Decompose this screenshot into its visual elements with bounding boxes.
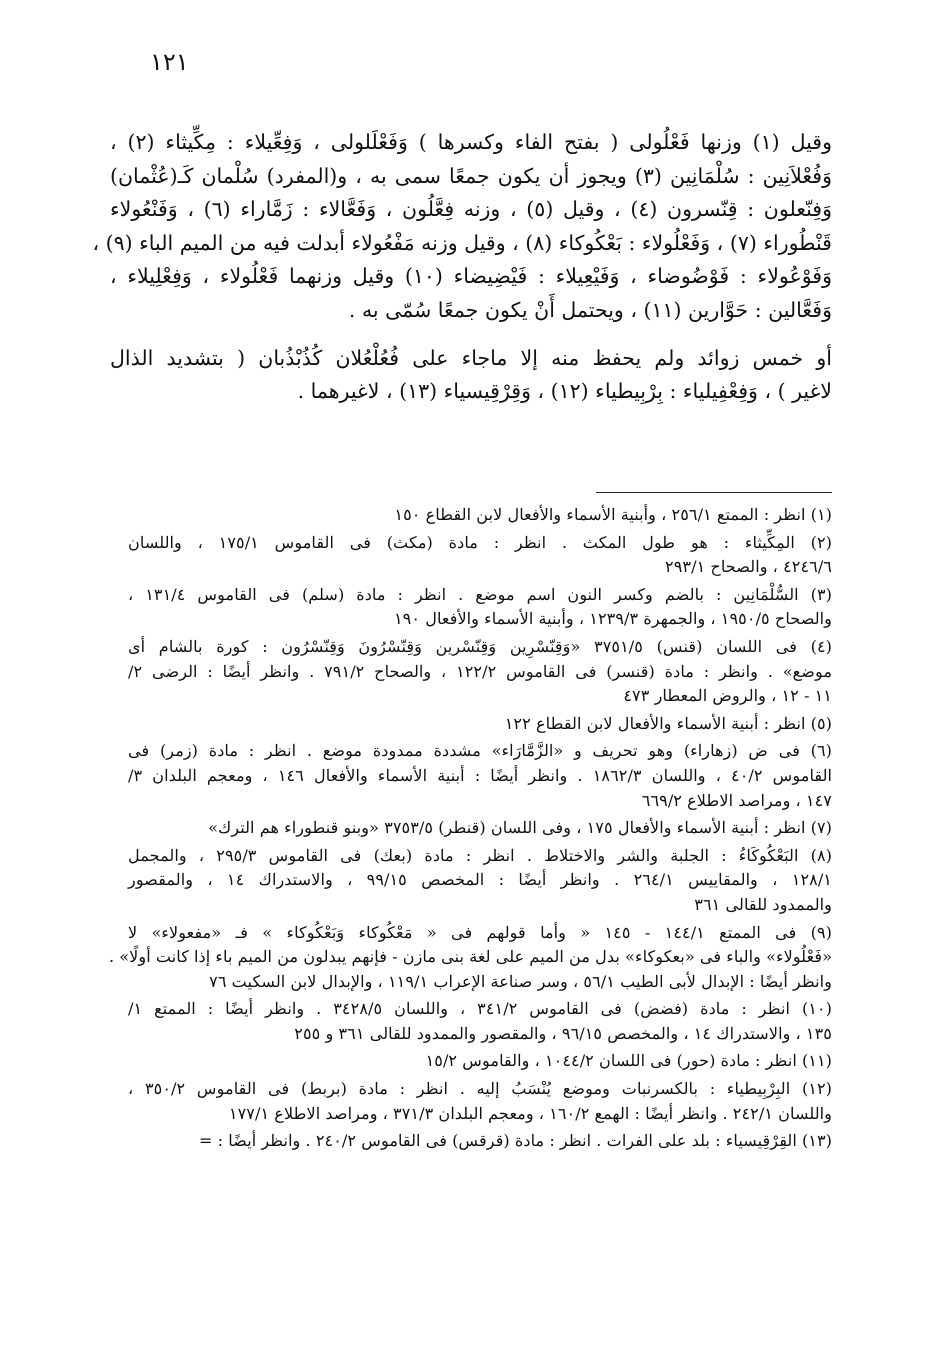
footnote-line: «فَعْلُولاء» والباء فى «بعكوكاء» بدل من الميم على لغة بنى مازن - فإنهم يبدلون من الميم باء إذا كانت أولًا» . xyxy=(108,947,832,967)
footnote xyxy=(128,739,832,813)
footnote-line: (١٢) البِرْبِيطياء : بالكسرنبات وموضع يُنْسَبُ إليه . انظر : مادة (بربط) فى القاموس ٣٥٠/٢ ، xyxy=(128,1079,832,1099)
paragraph-gap xyxy=(110,328,832,342)
footnote-line: (٧) انظر : أبنية الأسماء والأفعال ١٧٥ ، وفى اللسان (قنطر) ٣٧٥٣/٥ «وبنو قنطوراء هم الترك» xyxy=(208,818,832,838)
text-line: وَفَعَّالين : حَوَّارين (١١) ، ويحتمل أَنْ يكون جمعًا سُمّى به . xyxy=(348,297,832,322)
footnote-line: ١٣٥ ، والاستدراك ١٤ ، والمخصص ٩٦/١٥ ، والمقصور والممدود للقالى ٣٦١ و ٢٥٥ xyxy=(294,1023,832,1043)
footnote xyxy=(128,583,832,632)
footnote-line: (٩) فى الممتع ١٤٤/١ - ١٤٥ « وأما قولهم فى « مَعْكُوكاء وَبَعْكُوكاء » فـ «مفعولاء» لا xyxy=(128,922,832,942)
footnote-line: (١١) انظر : مادة (حور) فى اللسان ١٠٤٤/٢ ، والقاموس ١٥/٢ xyxy=(425,1051,832,1071)
text-line: وَفِنّعلون : قِنّسرون (٤) ، وقيل (٥) ، وزنه فِعَّلُون ، وَفَعَّالاء : زَمَّاراء (٦) ، وَفَنْعُولاء xyxy=(110,197,833,222)
footnote xyxy=(128,844,832,918)
footnote-line: واللسان ٢٤٢/١ . وانظر أيضًا : الهمع ١٦٠/٢ ، ومعجم البلدان ٣٧١/٣ ، ومراصد الاطلاع ١٧٧/١ xyxy=(228,1103,832,1123)
footnote-line: ١٤٧ ، ومراصد الاطلاع ٦٦٩/٢ xyxy=(641,790,832,810)
footnote-gap xyxy=(128,1154,832,1157)
text-line: قَنْطُوراء (٧) ، وَفَعْلُولاء : بَعْكُوكاء (٨) ، وقيل وزنه مَفْعُولاء أبدلت فيه من الميم الباء (٩) ، xyxy=(92,230,832,255)
text-line: أو خمس زوائد ولم يحفظ منه إلا ماجاء على فُعُلْعُلان كُذُبْذُبان ( بتشديد الذال xyxy=(110,345,832,370)
paragraph-1 xyxy=(92,126,833,328)
footnote-line: (٥) انظر : أبنية الأسماء والأفعال لابن القطاع ١٢٢ xyxy=(504,713,832,733)
footnote xyxy=(128,997,832,1046)
paragraph-2 xyxy=(110,342,832,409)
footnote xyxy=(108,921,832,995)
footnote xyxy=(128,531,832,580)
footnote-line: (٨) البَعْكُوكَاءُ : الجلبة والشر والاختلاط . انظر : مادة (بعك) فى القاموس ٢٩٥/٣ ، والمجمل xyxy=(128,845,832,865)
footnote-line: موضع» . وانظر : مادة (قنسر) فى القاموس ١٢٢/٢ ، والصحاح ٧٩١/٢ . وانظر أيضًا : الرضى ٢/ xyxy=(128,661,832,681)
footnote-line: وانظر أيضًا : الإبدال لأبى الطيب ٥٦/١ ، وسر صناعة الإعراب ١١٩/١ ، والإبدال لابن السكيت ٧٦ xyxy=(209,971,832,991)
footnote-line: والصحاح ١٩٥٠/٥ ، والجمهرة ١٢٣٩/٣ ، وأبنية الأسماء والأفعال ١٩٠ xyxy=(393,609,832,629)
footnote-line: (٣) السُّلْمَانِين : بالضم وكسر النون اسم موضع . انظر : مادة (سلم) فى القاموس ١٣١/٤ ، xyxy=(128,584,832,604)
page-number: ١٢١ xyxy=(150,48,189,76)
footnote xyxy=(128,503,832,528)
footnote-separator xyxy=(596,492,832,493)
main-text xyxy=(92,126,833,409)
footnote-line: (٦) فى ض (زهاراء) وهو تحريف و «الزَّمَّارَاء» مشددة ممدودة موضع . انظر : مادة (زمر) فى xyxy=(128,741,832,761)
footnote xyxy=(128,1077,832,1126)
footnote-line: (٢) المِكِّيثاء : هو طول المكث . انظر : مادة (مكث) فى القاموس ١٧٥/١ ، واللسان xyxy=(128,532,832,552)
text-line: وقيل (١) وزنها فَعْلُولى ( بفتح الفاء وكسرها ) وَفَعْلَلولى ، وَفِعِّيلاء : مِكِّيثاء (٢) ، xyxy=(110,130,832,154)
footnote xyxy=(128,816,832,841)
footnote xyxy=(128,1129,832,1154)
footnote-line: ١٢٨/١ ، والمقاييس ٢٦٤/١ . وانظر أيضًا : المخصص ٩٩/١٥ ، والاستدراك ١٤ ، والمقصور xyxy=(128,870,832,890)
footnote-line: (١٣) القِرْقِيسياء : بلد على الفرات . انظر : مادة (قرقس) فى القاموس ٢٤٠/٢ . وانظر أيضًا : = xyxy=(198,1131,832,1151)
footnote xyxy=(128,1049,832,1074)
footnote-line: والممدود للقالى ٣٦١ xyxy=(694,894,832,914)
footnote-line: القاموس ٤٠/٢ ، واللسان ١٨٦٢/٣ . وانظر أيضًا : أبنية الأسماء والأفعال ١٤٦ ، ومعجم البلدان ٣/ xyxy=(128,765,832,785)
footnotes xyxy=(108,503,832,1157)
footnote xyxy=(128,635,832,709)
footnote xyxy=(128,712,832,737)
footnote-line: (١٠) انظر : مادة (فضض) فى القاموس ٣٤١/٢ ، واللسان ٣٤٢٨/٥ . وانظر أيضًا : الممتع ١/ xyxy=(128,999,832,1019)
footnote-line: (١) انظر : الممتع ٢٥٦/١ ، وأبنية الأسماء والأفعال لابن القطاع ١٥٠ xyxy=(394,505,832,524)
footnote-line: ١١ - ١٢ ، والروض المعطار ٤٧٣ xyxy=(623,686,832,706)
text-line: وَفَوْعُولاء : فَوْضُوضاء ، وَفَيْعِيلاء : فَيْضِيضاء (١٠) وقيل وزنهما فَعْلُولاء ، وَفِعْلِيلاء ، xyxy=(110,264,833,289)
footnote-line: ٤٢٤٦/٦ ، والصحاح ٢٩٣/١ xyxy=(665,557,832,577)
text-line: وَفُعْلاَنِين : سُلْمَانِين (٣) ويجوز أن يكون جمعًا سمى به ، و(المفرد) سُلْمان كَـ(عُثْمان) xyxy=(110,163,832,188)
footnote-line: (٤) فى اللسان (قنس) ٣٧٥١/٥ «وَقِنّسْرِين وَقِنّسْرين وَقِنّسْرُونَ وَقِنّسْرُون : كورة بالشام أى xyxy=(128,636,832,656)
text-line: لاغير ) ، وَفِعْفِيلياء : بِرْبِيطياء (١٢) ، وَقِرْقِيسياء (١٣) ، لاغيرهما . xyxy=(297,379,832,404)
